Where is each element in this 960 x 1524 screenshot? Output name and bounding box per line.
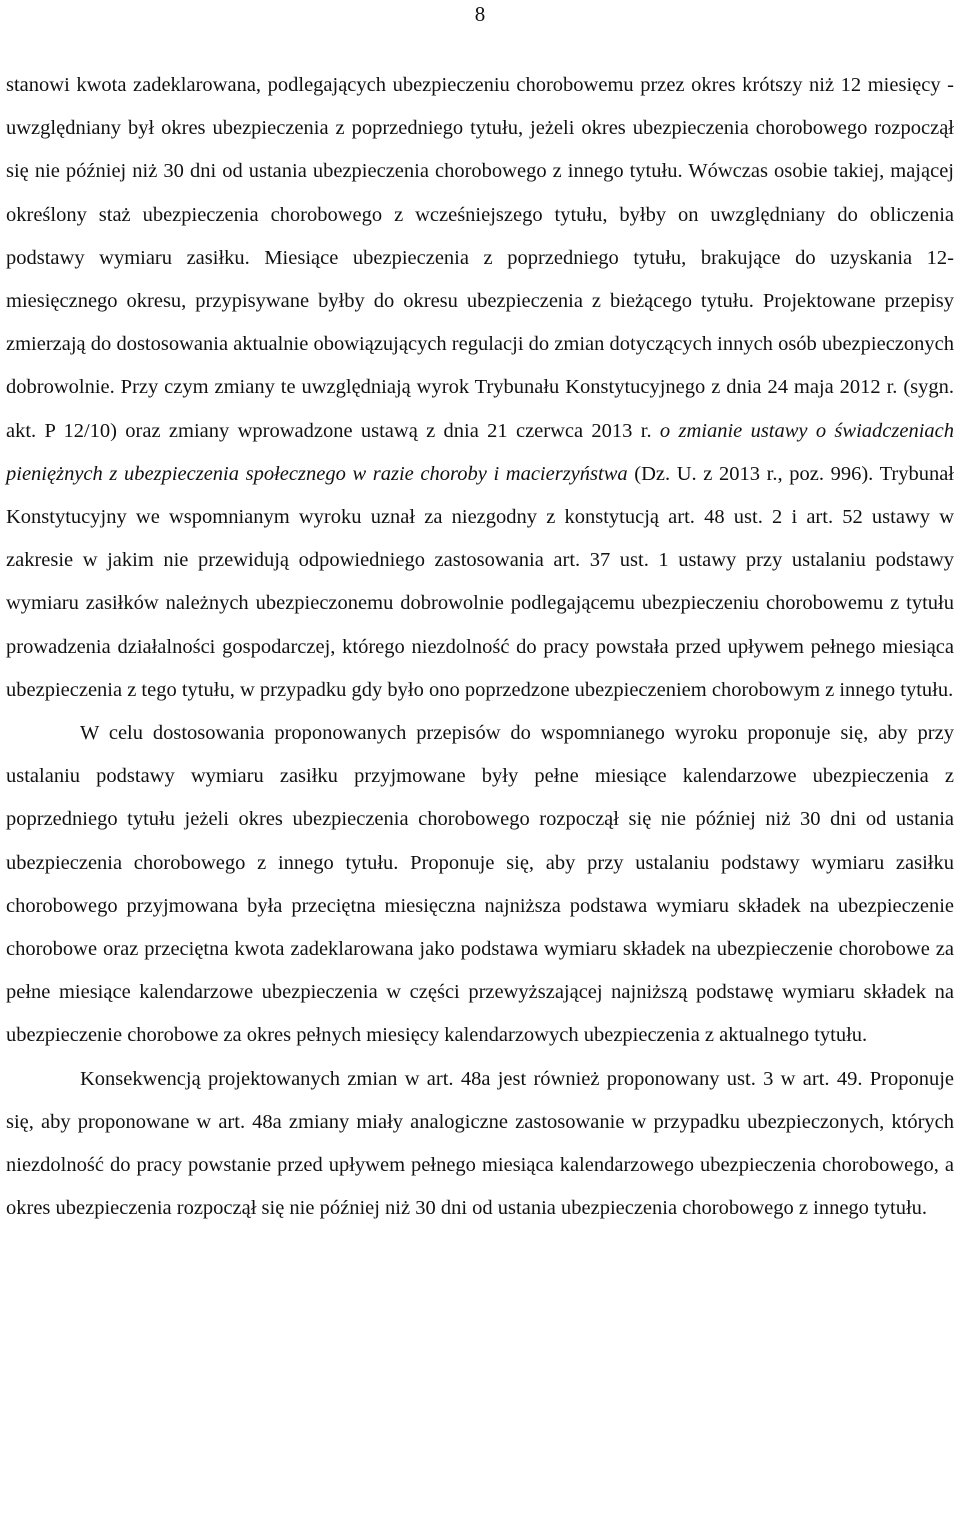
paragraph-1-text: stanowi kwota zadeklarowana, podlegających ubezpieczeniu chorobowemu przez okres krótszy niż 12 miesięcy - uwzględniany był okres ubezpieczenia z poprzedniego tytułu, jeżeli okres ubezpieczenia chorobowego rozpoczął się nie później niż 30 dni od ustania ubezpieczenia chorobowego z innego tytułu. Wówczas osobie takiej, mającej określony staż ubezpieczenia chorobowego z wcześniejszego tytułu, byłby on uwzględniany do obliczenia podstawy wymiaru zasiłku. Miesiące ubezpieczenia z poprzedniego tytułu, brakujące do uzyskania 12-miesięcznego okresu, przypisywane byłby do okresu ubezpieczenia z bieżącego tytułu. Projektowane przepisy zmierzają do dostosowania aktualnie obowiązujących regulacji do zmian dotyczących innych osób ubezpieczonych dobrowolnie. Przy czym zmiany te uwzględniają wyrok Trybunału Konstytucyjnego z dnia 24 maja 2012 r. (sygn. akt. P 12/10) oraz zmiany wprowadzone ustawą z dnia 21 czerwca 2013 r.	[6, 74, 954, 442]
paragraph-1	[6, 64, 954, 712]
act-title-italic: o zmianie ustawy o świadczeniach pieniężnych z ubezpieczenia społecznego w razie choroby i macierzyństwa	[6, 419, 954, 485]
page-number: 8	[474, 2, 486, 26]
paragraph-2	[6, 712, 954, 1058]
paragraph-1-text-continued: (Dz. U. z 2013 r., poz. 996). Trybunał Konstytucyjny we wspomnianym wyroku uznał za niezgodny z konstytucją art. 48 ust. 2 i art. 52 ustawy w zakresie w jakim nie przewidują odpowiedniego zastosowania art. 37 ust. 1 ustawy przy ustalaniu podstawy wymiaru zasiłków należnych ubezpieczonemu dobrowolnie podlegającemu ubezpieczeniu chorobowemu z tytułu prowadzenia działalności gospodarczej, którego niezdolność do pracy powstała przed upływem pełnego miesiąca ubezpieczenia z tego tytułu, w przypadku gdy było ono poprzedzone ubezpieczeniem chorobowym z innego tytułu.	[6, 462, 954, 701]
paragraph-2-text: W celu dostosowania proponowanych przepisów do wspomnianego wyroku proponuje się, aby przy ustalaniu podstawy wymiaru zasiłku przyjmowane były pełne miesiące kalendarzowe ubezpieczenia z poprzedniego tytułu jeżeli okres ubezpieczenia chorobowego rozpoczął się nie później niż 30 dni od ustania ubezpieczenia chorobowego z innego tytułu. Proponuje się, aby przy ustalaniu podstawy wymiaru zasiłku chorobowego przyjmowana była przeciętna miesięczna najniższa podstawa wymiaru składek na ubezpieczenie chorobowe oraz przeciętna kwota zadeklarowana jako podstawa wymiaru składek na ubezpieczenie chorobowe za pełne miesiące kalendarzowe ubezpieczenia w części przewyższającej najniższą podstawę wymiaru składek na ubezpieczenie chorobowe za okres pełnych miesięcy kalendarzowych ubezpieczenia z aktualnego tytułu.	[6, 722, 954, 1047]
paragraph-3-text: Konsekwencją projektowanych zmian w art. 48a jest również proponowany ust. 3 w art. 49. Proponuje się, aby proponowane w art. 48a zmiany miały analogiczne zastosowanie w przypadku ubezpieczonych, których niezdolność do pracy powstanie przed upływem pełnego miesiąca kalendarzowego ubezpieczenia chorobowego, a okres ubezpieczenia rozpoczął się nie później niż 30 dni od ustania ubezpieczenia chorobowego z innego tytułu.	[6, 1067, 954, 1220]
document-body	[6, 64, 954, 1230]
paragraph-3	[6, 1058, 954, 1231]
